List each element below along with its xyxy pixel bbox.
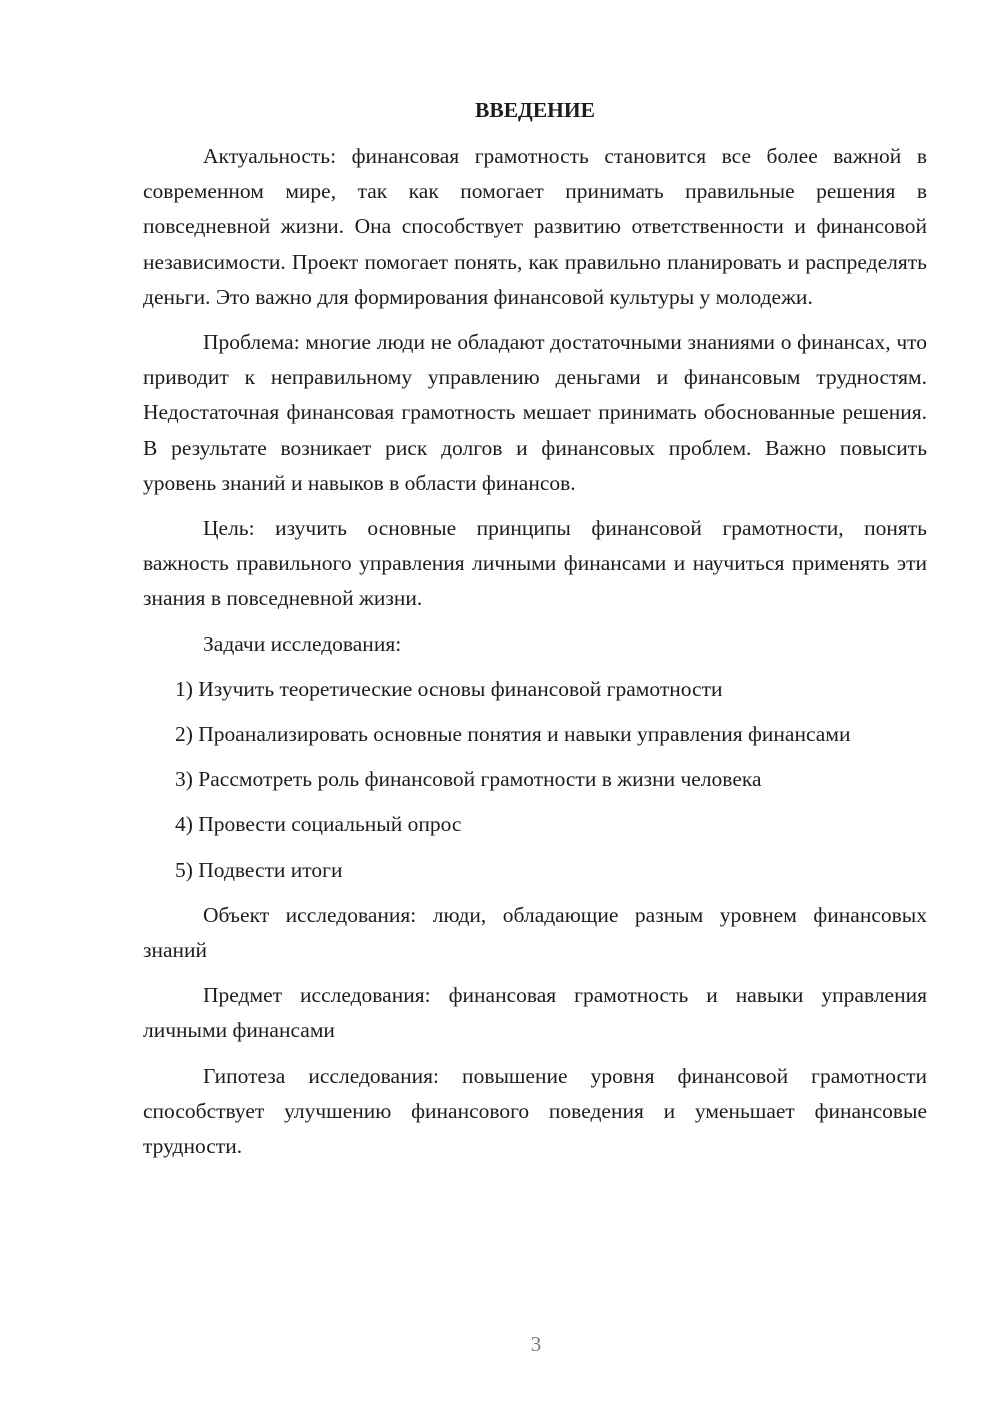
problem-paragraph: Проблема: многие люди не обладают достаточными знаниями о финансах, что приводит к неправильному управлению деньгами и финансовым трудностям. Недостаточная финансовая грамотность мешает принимать обоснованные решения. В результате возникает риск долгов и финансовых проблем. Важно повысить уровень знаний и навыков в области финансов. [143,330,927,495]
task-item-2: 2) Проанализировать основные понятия и навыки управления финансами [175,722,851,747]
task-item-3: 3) Рассмотреть роль финансовой грамотности в жизни человека [175,767,762,792]
task-item-1: 1) Изучить теоретические основы финансовой грамотности [175,676,723,701]
goal-paragraph: Цель: изучить основные принципы финансовой грамотности, понять важность правильного управления личными финансами и научиться применять эти знания в повседневной жизни. [143,516,927,611]
document-page [143,95,927,1174]
subject-paragraph: Предмет исследования: финансовая грамотность и навыки управления личными финансами [143,983,927,1043]
hypothesis-paragraph: Гипотеза исследования: повышение уровня финансовой грамотности способствует улучшению финансового поведения и уменьшает финансовые трудности. [143,1063,927,1159]
relevance-paragraph: Актуальность: финансовая грамотность становится все более важной в современном мире, так как помогает принимать правильные решения в повседневной жизни. Она способствует развитию ответственности и финансовой независимости. Проект помогает понять, как правильно планировать и распределять деньги. Это важно для формирования финансовой культуры у молодежи. [143,144,927,309]
page-number: 3 [530,1332,542,1356]
page-title: ВВЕДЕНИЕ [475,98,595,122]
object-paragraph: Объект исследования: люди, обладающие разным уровнем финансовых знаний [143,902,927,963]
task-item-5: 5) Подвести итоги [175,857,343,882]
task-item-4: 4) Провести социальный опрос [175,812,462,837]
tasks-heading: Задачи исследования: [203,631,402,656]
